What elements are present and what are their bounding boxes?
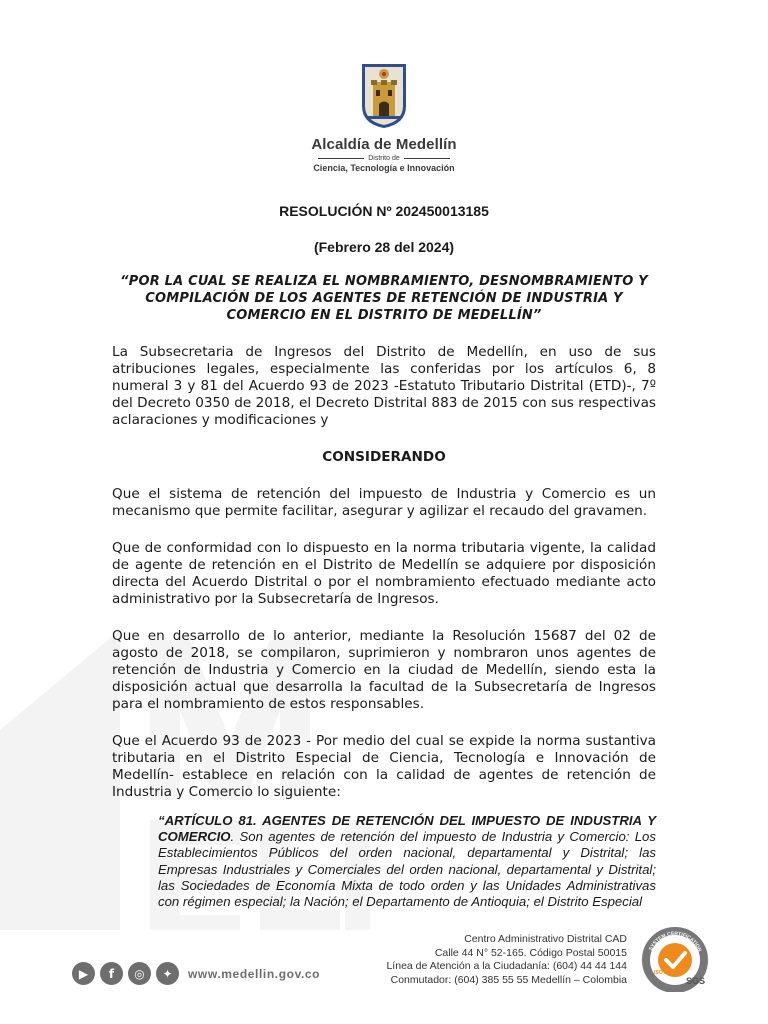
logo-divider-left bbox=[318, 158, 364, 159]
resolution-title: “POR LA CUAL SE REALIZA EL NOMBRAMIENTO, DESNOMBRAMIENTO Y COMPILACIÓN DE LOS AGENTES DE RETENCIÓN DE INDUSTRIA Y COMERCIO EN EL DISTRITO DE MEDELLÍN” bbox=[120, 274, 648, 323]
sgs-label: SGS bbox=[686, 976, 706, 986]
intro-paragraph: La Subsecretaria de Ingresos del Distrito de Medellín, en uso de sus atribuciones legales, especialmente las conferidas por los artículos 6, 8 numeral 3 y 81 del Acuerdo 93 de 2023 -Estatuto Tributario Distrital (ETD)-, 7º del Decreto 0350 de 2018, el Decreto Distrital 883 de 2015 con sus respectivas aclaraciones y modificaciones y bbox=[112, 344, 656, 428]
certification-iso: ISO 9001 bbox=[654, 970, 676, 976]
address-line: Conmutador: (604) 385 55 55 Medellín – Colombia bbox=[390, 973, 627, 986]
address-line: Calle 44 N° 52-165. Código Postal 50015 bbox=[434, 946, 627, 959]
article-body: . Son agentes de retención del impuesto de Industria y Comercio: Los Establecimientos Públicos del orden nacional, departamental y Distrital; las Empresas Industriales y Comerciales del orden nacional, departamental y Distrital; las Sociedades de Economía Mixta de todo orden y las Unidades Administrativas con régimen especial; la Nación; el Departamento de Antioquia; el Distrito Especial bbox=[158, 829, 656, 910]
resolution-date: (Febrero 28 del 2024) bbox=[313, 239, 455, 255]
youtube-icon[interactable]: ▶ bbox=[72, 962, 95, 985]
considering-paragraph-1: Que el sistema de retención del impuesto de Industria y Comercio es un mecanismo que permite facilitar, asegurar y agilizar el recaudo del gravamen. bbox=[112, 486, 656, 519]
resolution-number: RESOLUCIÓN Nº 202450013185 bbox=[279, 203, 489, 219]
considering-paragraph-4: Que el Acuerdo 93 de 2023 - Por medio del cual se expide la norma sustantiva tributaria en el Distrito Especial de Ciencia, Tecnología e Innovación de Medellín- establece en relación con la calidad de agentes de retención de Industria y Comercio lo siguiente: bbox=[112, 733, 656, 800]
considering-paragraph-3: Que en desarrollo de lo anterior, mediante la Resolución 15687 del 02 de agosto de 2018, se compilaron, suprimieron y nombraron unos agentes de retención de Industria y Comercio en la ciudad de Medellín, siendo esta la disposición actual que desarrolla la facultad de la Subsecretaría de Ingresos para el nombramiento de estos responsables. bbox=[112, 628, 656, 712]
medellin-coat-of-arms-icon bbox=[360, 62, 408, 130]
district-name: Ciencia, Tecnología e Innovación bbox=[313, 163, 455, 173]
considering-paragraph-2: Que de conformidad con lo dispuesto en la norma tributaria vigente, la calidad de agente de retención en el Distrito de Medellín se adquiere por disposición directa del Acuerdo Distrital o por el nombramiento efectuado mediante acto administrativo por la Subsecretaría de Ingresos. bbox=[112, 540, 656, 607]
instagram-icon[interactable]: ◎ bbox=[128, 962, 151, 985]
footer-address bbox=[386, 933, 627, 987]
header-logo bbox=[0, 62, 768, 173]
considering-heading: CONSIDERANDO bbox=[322, 449, 446, 465]
document-body bbox=[112, 200, 656, 801]
address-line: Línea de Atención a la Ciudadanía: (604) 44 44 144 bbox=[386, 960, 627, 973]
certification-ring-text: SYSTEM CERTIFICATION bbox=[648, 930, 703, 953]
article-heading: “ARTÍCULO 81. AGENTES DE RETENCIÓN DEL IMPUESTO DE INDUSTRIA Y COMERCIO bbox=[158, 813, 656, 845]
logo-divider-right bbox=[404, 158, 450, 159]
institution-name: Alcaldía de Medellín bbox=[311, 136, 457, 153]
social-icons bbox=[72, 962, 179, 985]
facebook-icon[interactable]: f bbox=[100, 962, 123, 985]
article-quote bbox=[158, 813, 656, 910]
website-link[interactable]: www.medellin.gov.co bbox=[188, 967, 321, 981]
twitter-icon[interactable]: ✦ bbox=[156, 962, 179, 985]
address-line: Centro Administrativo Distrital CAD bbox=[464, 933, 627, 945]
district-prefix: Distrito de bbox=[368, 155, 400, 162]
